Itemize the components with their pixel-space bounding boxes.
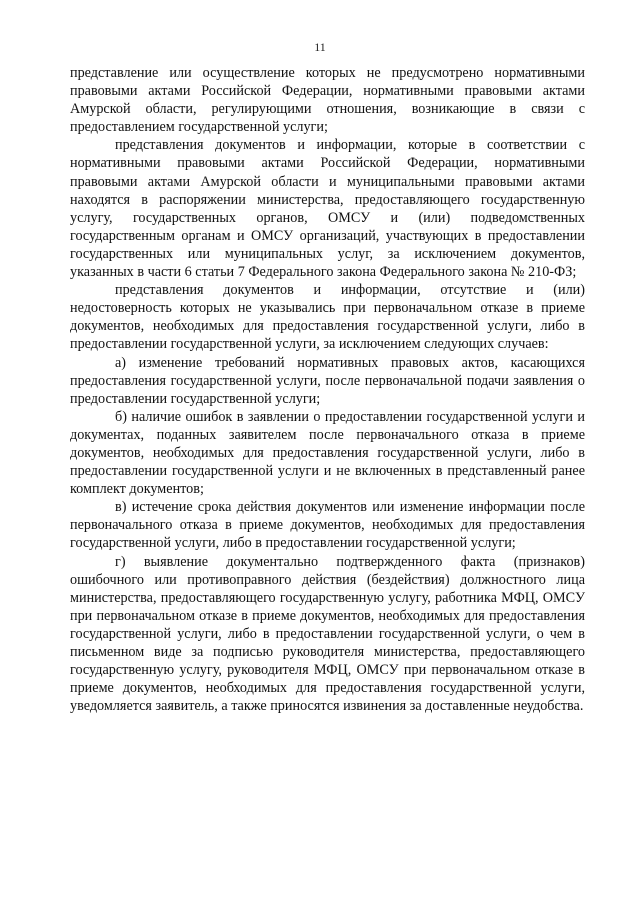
paragraph-item-v: в) истечение срока действия документов или изменение информации после первоначального отказа в приеме документов, необходимых для предоставления государственной услуги, либо в предоставлении государственной услуги; [70, 499, 585, 552]
paragraph-documents-not-indicated: представления документов и информации, отсутствие и (или) недостоверность которых не указывались при первоначальном отказе в приеме документов, необходимых для предоставления государственной услуги, либо в предоставлении государственной услуги, за исключением следующих случаев: [70, 282, 585, 353]
paragraph-documents-in-possession: представления документов и информации, которые в соответствии с нормативными правовыми актами Российской Федерации, нормативными правовыми актами Амурской области и муниципальными правовыми актами находятся в распоряжении министерства, предоставляющего государственную услугу, государственных органов, ОМСУ и (или) подведомственных государственным органам и ОМСУ организаций, участвующих в предоставлении государственных или муниципальных услуг, за исключением документов, указанных в части 6 статьи 7 Федерального закона Федерального закона № 210-ФЗ; [70, 137, 585, 281]
paragraph-item-a: а) изменение требований нормативных правовых актов, касающихся предоставления государственной услуги, после первоначальной подачи заявления о предоставлении государственной услуги; [70, 354, 585, 407]
paragraph-item-b: б) наличие ошибок в заявлении о предоставлении государственной услуги и документах, поданных заявителем после первоначального отказа в приеме документов, необходимых для предоставления государственной услуги, либо в предоставлении государственной услуги и не включенных в представленный ранее комплект документов; [70, 408, 585, 498]
page-number: 11 [314, 40, 326, 54]
paragraph-continuation: представление или осуществление которых не предусмотрено нормативными правовыми актами Российской Федерации, нормативными правовыми актами Амурской области, регулирующими отношения, возникающие в связи с предоставлением государственной услуги; [70, 65, 585, 136]
document-body [70, 64, 585, 715]
paragraph-item-g: г) выявление документально подтвержденного факта (признаков) ошибочного или противоправного действия (бездействия) должностного лица министерства, предоставляющего государственную услугу, работника МФЦ, ОМСУ при первоначальном отказе в приеме документов, необходимых для предоставления государственной услуги, либо в предоставлении государственной услуги, о чем в письменном виде за подписью руководителя министерства, предоставляющего государственную услугу, руководителя МФЦ, ОМСУ при первоначальном отказе в приеме документов, необходимых для предоставления государственной услуги, уведомляется заявитель, а также приносятся извинения за доставленные неудобства. [70, 553, 585, 715]
